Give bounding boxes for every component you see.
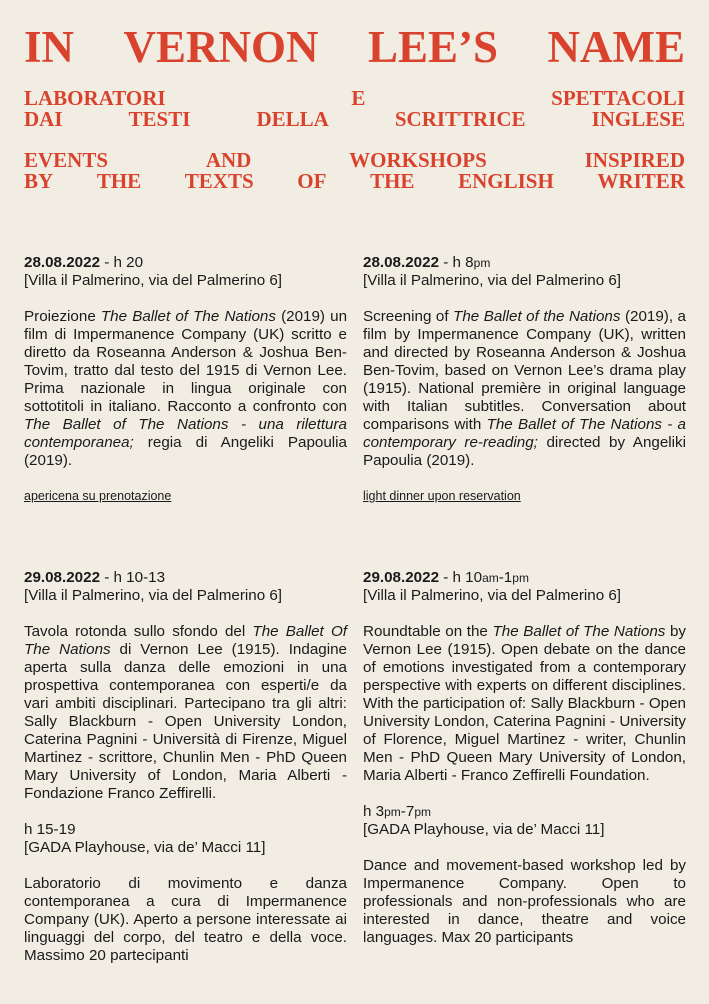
subtitle-word: ENGLISH bbox=[458, 169, 554, 193]
event2-italian bbox=[24, 569, 347, 965]
film-title: The Ballet Of The Nations bbox=[24, 623, 347, 658]
subtitle-english bbox=[24, 150, 685, 192]
event-date: 28.08.2022 bbox=[363, 254, 440, 271]
event-description: Roundtable on the The Ballet of The Nations by Vernon Lee (1915). Open debate on the dance of emotions investigated from a contemporary perspective with experts on different disciplines. With the participation of: Sally Blackburn - Open University London, Caterina Pagnini - University of Florence, Miguel Martinez - writer, Chunlin Men - PhD Queen Mary University of London, Maria Alberti - Franco Zeffirelli Foundation. bbox=[363, 623, 686, 784]
event-time: h 10 bbox=[452, 569, 483, 586]
event-datetime: 29.08.2022 - h 10am-1pm bbox=[363, 569, 529, 586]
event-time: h 10-13 bbox=[113, 569, 166, 586]
film-title: The Ballet of The Nations bbox=[492, 623, 666, 640]
subtitle-word: E bbox=[351, 86, 366, 110]
subtitle-word: EVENTS bbox=[24, 148, 109, 172]
subtitle-word: LABORATORI bbox=[24, 86, 166, 110]
subtitle-italian bbox=[24, 88, 685, 130]
event-date: 28.08.2022 bbox=[24, 254, 101, 271]
subtitle-word: OF bbox=[297, 169, 327, 193]
subtitle-word: SCRITTRICE bbox=[394, 107, 526, 131]
event-date: 29.08.2022 bbox=[363, 569, 440, 586]
title-word: VERNON bbox=[123, 22, 319, 72]
title-word: IN bbox=[24, 22, 75, 72]
title-word: LEE’S bbox=[367, 22, 499, 72]
workshop-venue: [GADA Playhouse, via de’ Macci 11] bbox=[363, 821, 605, 838]
subtitle-word: AND bbox=[205, 148, 252, 172]
event-time: h 8 bbox=[452, 254, 474, 271]
subtitle-word: TESTI bbox=[128, 107, 191, 131]
event-description: Proiezione The Ballet of The Nations (2019) un film di Impermanence Company (UK) scritto e diretto da Roseanna Anderson & Joshua Ben-Tovim, tratto dal testo del 1915 di Vernon Lee. Prima nazionale in lingua originale con sottotitoli in italiano. Racconto a confronto con The Ballet of The Nations - una rilettura contemporanea; regia di Angeliki Papoulia (2019). bbox=[24, 308, 348, 469]
event-datetime: 29.08.2022 - h 10-13 bbox=[24, 569, 166, 586]
event-time: h 20 bbox=[113, 254, 144, 271]
title-word: NAME bbox=[547, 22, 685, 72]
subtitle-word: SPETTACOLI bbox=[551, 86, 685, 110]
subtitle-word: THE bbox=[370, 169, 415, 193]
event-venue: [Villa il Palmerino, via del Palmerino 6] bbox=[24, 587, 283, 604]
film-title: The Ballet of The Nations bbox=[100, 308, 276, 325]
event-description: Tavola rotonda sullo sfondo del The Ballet Of The Nations di Vernon Lee (1915). Indagine aperta sulla danza delle emozioni in una prospettiva contemporanea con esperti/e da vari ambiti disciplinari. Partecipano tra gli altri: Sally Blackburn - Open University London, Caterina Pagnini - Università di Firenze, Miguel Martinez - scrittore, Chunlin Men - PhD Queen Mary University of London, Maria Alberti - Fondazione Franco Zeffirelli. bbox=[24, 623, 347, 802]
workshop-time: h 15-19 bbox=[24, 821, 76, 838]
workshop-description: Laboratorio di movimento e danza contemporanea a cura di Impermanence Company (UK). Aperto a persone interessate ai linguaggi del corpo, del teatro e della voce. Massimo 20 partecipanti bbox=[24, 875, 347, 964]
event-datetime: 28.08.2022 - h 8pm bbox=[363, 254, 491, 271]
subtitle-word: THE bbox=[96, 169, 142, 193]
subtitle-word: WORKSHOPS bbox=[349, 148, 487, 172]
workshop-venue: [GADA Playhouse, via de’ Macci 11] bbox=[24, 839, 266, 856]
film-title: The Ballet of the Nations bbox=[453, 308, 621, 325]
event-datetime: 28.08.2022 - h 20 bbox=[24, 254, 144, 271]
subtitle-word: TEXTS bbox=[184, 169, 254, 193]
event-description: Screening of The Ballet of the Nations (2019), a film by Impermanence Company (UK), written and directed by Roseanna Anderson & Joshua Ben-Tovim, based on Vernon Lee’s drama play (1915). National première in original language with Italian subtitles. Conversation about comparisons with The Ballet of The Nations - a contemporary re-reading; directed by Angeliki Papoulia (2019). bbox=[363, 308, 686, 469]
event-note: light dinner upon reservation bbox=[363, 489, 521, 503]
event-venue: [Villa il Palmerino, via del Palmerino 6] bbox=[363, 587, 622, 604]
film-title: The Ballet of The Nations - a contemporary re-reading; bbox=[363, 416, 686, 451]
subtitle-word: WRITER bbox=[597, 169, 685, 193]
subtitle-word: INGLESE bbox=[591, 107, 685, 131]
event-venue: [Villa il Palmerino, via del Palmerino 6] bbox=[363, 272, 622, 289]
event-date: 29.08.2022 bbox=[24, 569, 101, 586]
subtitle-word: DELLA bbox=[256, 107, 329, 131]
subtitle-word: BY bbox=[24, 169, 54, 193]
workshop-description: Dance and movement-based workshop led by Impermanence Company. Open to professionals and non-professionals who are interested in dance, theatre and voice languages. Max 20 participants bbox=[363, 857, 686, 946]
event1-italian bbox=[24, 254, 347, 504]
page-title bbox=[24, 24, 685, 70]
subtitle-word: INSPIRED bbox=[584, 148, 685, 172]
event1-english bbox=[363, 254, 686, 504]
workshop-time: h 3pm-7pm bbox=[363, 803, 431, 820]
event2-english bbox=[363, 569, 686, 947]
subtitle-word: DAI bbox=[24, 107, 63, 131]
film-title: The Ballet of The Nations - una rilettura contemporanea; bbox=[24, 416, 347, 451]
event-note: apericena su prenotazione bbox=[24, 489, 172, 503]
event-venue: [Villa il Palmerino, via del Palmerino 6] bbox=[24, 272, 283, 289]
